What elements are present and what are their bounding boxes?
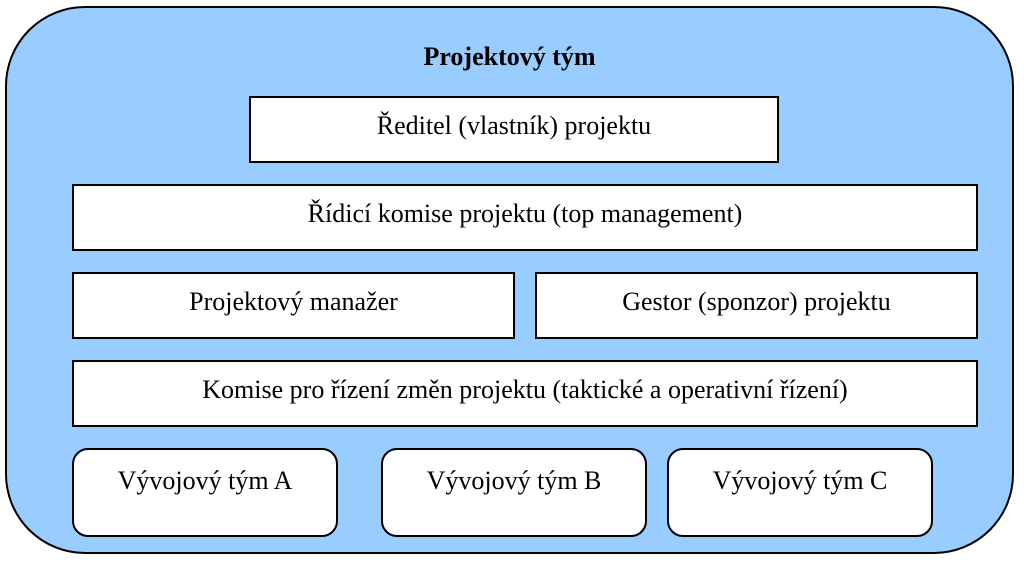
dev-team-b-label: Vývojový tým B	[426, 466, 602, 495]
project-team-title: Projektový tým	[423, 42, 596, 71]
dev-team-c-box	[667, 448, 933, 537]
dev-team-a-box	[72, 448, 338, 537]
steering-committee-label: Řídicí komise projektu (top management)	[307, 199, 743, 228]
director-box	[249, 96, 779, 163]
steering-committee-box	[72, 184, 978, 251]
change-committee-box	[72, 360, 978, 427]
project-team-container	[5, 6, 1014, 554]
dev-team-a-label: Vývojový tým A	[117, 466, 293, 495]
sponsor-box	[535, 272, 978, 339]
change-committee-label: Komise pro řízení změn projektu (taktické a operativní řízení)	[202, 375, 848, 404]
dev-team-b-box	[381, 448, 647, 537]
project-manager-box	[72, 272, 515, 339]
project-manager-label: Projektový manažer	[189, 287, 398, 316]
sponsor-label: Gestor (sponzor) projektu	[622, 287, 891, 316]
director-label: Ředitel (vlastník) projektu	[376, 111, 652, 140]
dev-team-c-label: Vývojový tým C	[712, 466, 888, 495]
